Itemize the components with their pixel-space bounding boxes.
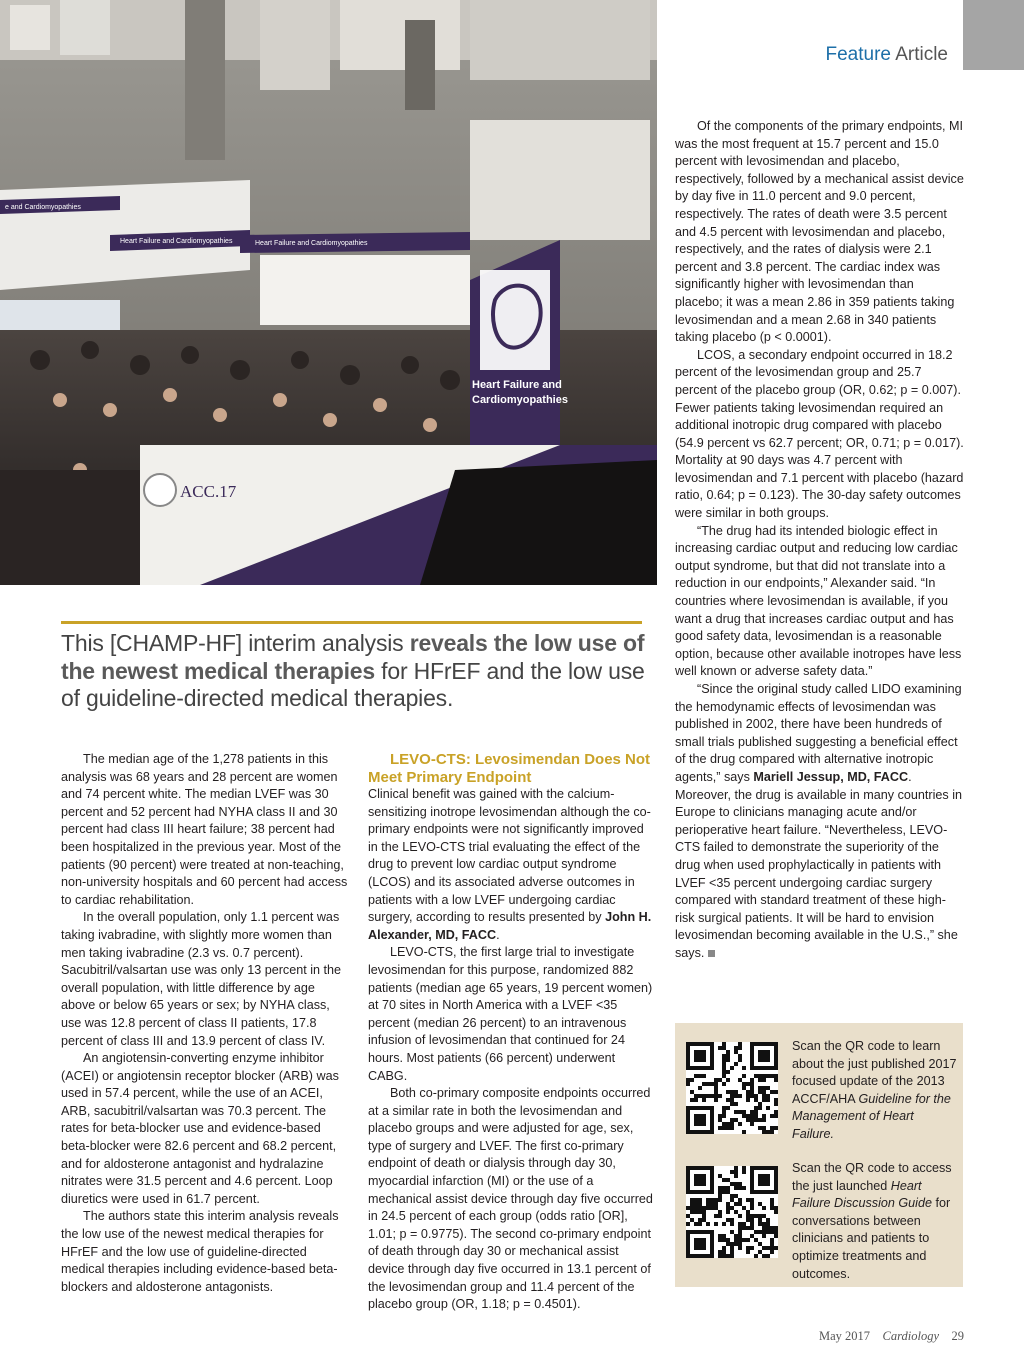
qr2-text-end: for conversations between clinicians and patients to optimize treatments and outcomes. (792, 1196, 951, 1281)
col2-paragraph-3: Both co-primary composite endpoints occurred at a similar rate in both the levosimendan and placebo groups and were adjusted for age, sex, type of surgery and LVEF. The first co-primary endpoint of death or dialysis through day 30, myocardial infarction (MI) or the use of a mechanical assist device through day five occurred in 24.5 percent of each group (odds ratio [OR], 1.01; p = 0.9775). The second co-primary endpoint of death through day 30 or mechanical assist device through day five occurred in 13.1 percent of the levosimendan group and 11.4 percent of the placebo group (OR, 1.18; p = 0.4501). (368, 1086, 653, 1312)
banner-small: e and Cardiomyopathies (5, 204, 81, 211)
qr-code-box (675, 1023, 963, 1287)
col1-paragraph-4: The authors state this interim analysis reveals the low use of the newest medical therapies for HFrEF and the low use of guideline-directed medical therapies including evidence-based beta-blockers and aldosterone antagonists. (61, 1209, 339, 1294)
col3-paragraph-1: Of the components of the primary endpoints, MI was the most frequent at 15.7 percent and 15.0 percent with levosimendan and placebo, respectively, followed by a mechanical assist device by day five in 11.0 percent and 9.0 percent, respectively. The rates of death were 3.5 percent and 4.5 percent with levosimendan and placebo, respectively, and the rates of dialysis were 2.1 percent and 3.8 percent. The cardiac index was significantly higher with levosimendan than placebo; it was a mean 2.86 in 359 patients taking levosimendan and a mean 2.68 in 340 patients taking placebo (p < 0.0001). (675, 119, 964, 345)
section-label (825, 44, 948, 66)
col2-paragraph-1 (368, 786, 656, 944)
booth-sign-line2: Cardiomyopathies (472, 394, 568, 406)
footer-magazine: Cardiology (882, 1329, 939, 1343)
col3-p4-author: Mariell Jessup, MD, FACC (753, 769, 909, 784)
col2-p1-text: Clinical benefit was gained with the calcium-sensitizing inotrope levosimendan although the co-primary endpoints were not significantly improved in the LEVO-CTS trial evaluating the effect of the drug to prevent low cardiac output syndrome (LCOS) and its associated adverse outcomes in patients with a low LVEF undergoing cardiac surgery, according to results presented by (368, 787, 651, 925)
col3-paragraph-4 (675, 681, 964, 963)
qr-code-discussion-guide[interactable] (686, 1166, 778, 1258)
qr-code-icon (686, 1042, 778, 1134)
page-tab (963, 0, 1024, 70)
col1-paragraph-2: In the overall population, only 1.1 percent was taking ivabradine, with slightly more women than men taking ivabradine (2.3 vs. 0.7 percent). Sacubitril/valsartan use was only 13 percent in the overall population, with little difference by age above or below 65 years or sex; by NYHA class, use was 12.8 percent of class II patients, 17.8 percent of class III and 13.9 percent of class IV. (61, 910, 342, 1048)
conference-photo-drawing (0, 0, 657, 585)
qr2-caption (792, 1160, 957, 1283)
qr2-text: Scan the QR code to access the just launched (792, 1161, 952, 1193)
footer-date: May 2017 (818, 1329, 871, 1343)
qr-code-icon (686, 1166, 778, 1258)
booth-sign-line1: Heart Failure and (472, 379, 562, 391)
col2-paragraph-2: LEVO-CTS, the first large trial to investigate levosimendan for this purpose, randomized 882 patients (median age 65 years, 19 percent women) at 70 sites in North America with a LVEF <35 percent (median 26 percent) to an intravenous infusion of levosimendan that continued for 24 hours. Most patients (66 percent) underwent CABG. (368, 945, 653, 1083)
column-1 (61, 751, 351, 1296)
qr1-guideline-title: Guideline for the Management of Heart Failure. (792, 1091, 951, 1141)
column-3 (675, 118, 964, 963)
page-number: 29 (951, 1329, 964, 1343)
qr2-guide-title: Heart Failure Discussion Guide (792, 1178, 932, 1211)
end-mark-icon (708, 950, 715, 957)
pull-quote (61, 630, 651, 713)
banner-left: Heart Failure and Cardiomyopathies (120, 238, 233, 245)
page-footer (819, 1329, 964, 1344)
col3-paragraph-2: LCOS, a secondary endpoint occurred in 18.2 percent of the levosimendan group and 25.7 percent of the placebo group (OR, 0.62; p = 0.007). Fewer patients taking levosimendan required an additional inotropic drug compared with placebo (54.9 percent vs 62.7 percent; OR, 0.71; p = 0.017). Mortality at 90 days was 4.7 percent with levosimendan and 7.1 percent with placebo (hazard ratio, 0.64; p = 0.123). The 30-day safety outcomes were similar in both groups. (675, 347, 964, 521)
conference-photo (0, 0, 657, 585)
levo-cts-heading: LEVO-CTS: Levosimendan Does Not Meet Primary Endpoint (368, 751, 651, 786)
pull-quote-part1: This [CHAMP-HF] interim analysis (61, 630, 410, 656)
col2-p1-author: John H. Alexander, MD, FACC (368, 910, 652, 942)
pull-quote-rule (61, 621, 642, 624)
qr1-caption (792, 1038, 957, 1144)
col1-paragraph-3: An angiotensin-converting enzyme inhibitor (ACEI) or angiotensin receptor blocker (ARB) was used in 57.4 percent, while the use of an ACEI, ARB, sacubitril/valsartan was 70.3 percent. The rates for beta-blocker use and evidence-based beta-blocker were 82.6 percent and 68.2 percent, and for aldosterone antagonist and hydralazine nitrates were 31.5 percent and 4.6 percent. Loop diuretics were used in 61.7 percent. (61, 1051, 339, 1206)
col2-p1-end: . (496, 927, 500, 942)
acc-logo-text: ACC.17 (180, 482, 237, 501)
qr-code-guideline[interactable] (686, 1042, 778, 1134)
pull-quote-part2: for HFrEF and the low use of guideline-directed medical therapies. (61, 657, 645, 711)
col1-paragraph-1: The median age of the 1,278 patients in this analysis was 68 years and 28 percent are women and 74 percent white. The median LVEF was 30 percent and 52 percent had NYHA class II and 30 percent had class III heart failure; 38 percent had been hospitalized in the previous year. Most of the patients (90 percent) were treated at non-teaching, non-university hospitals and 60 percent had access to cardiac rehabilitation. (61, 752, 348, 907)
qr1-text: Scan the QR code to learn about the just published 2017 focused update of the 2013 ACCF/AHA (792, 1039, 957, 1106)
section-label-word2: Article (895, 44, 948, 65)
pull-quote-bold: reveals the low use of the newest medical therapies (61, 630, 645, 684)
col3-p4-text: “Since the original study called LIDO examining the hemodynamic effects of levosimendan was published in 2002, there have been hundreds of small trials published suggesting a beneficial effect of the drug compared with alternative inotropic agents,” says (675, 682, 962, 784)
col3-paragraph-3: “The drug had its intended biologic effect in increasing cardiac output and reducing low cardiac output syndrome, but that did not translate into a reduction in our endpoints,” Alexander said. “In countries where levosimendan is available, if you want a drug that increases cardiac output and has good safety data, levosimendan is a reasonable option, because other available inotropes have less well known or adverse safety data.” (675, 523, 962, 679)
banner-right: Heart Failure and Cardiomyopathies (255, 240, 368, 247)
section-label-word1: Feature (825, 44, 891, 65)
column-2 (368, 751, 656, 1314)
col3-p4-end: . Moreover, the drug is available in many countries in Europe to clinicians managing acute and/or perioperative heart failure. “Nevertheless, LEVO-CTS failed to demonstrate the superiority of the drug when used prophylactically in patients with LVEF <35 percent undergoing cardiac surgery compared with standard treatment of these high-risk surgical patients. It will be hard to envision levosimendan becoming available in the U.S.,” she says. (675, 769, 963, 960)
